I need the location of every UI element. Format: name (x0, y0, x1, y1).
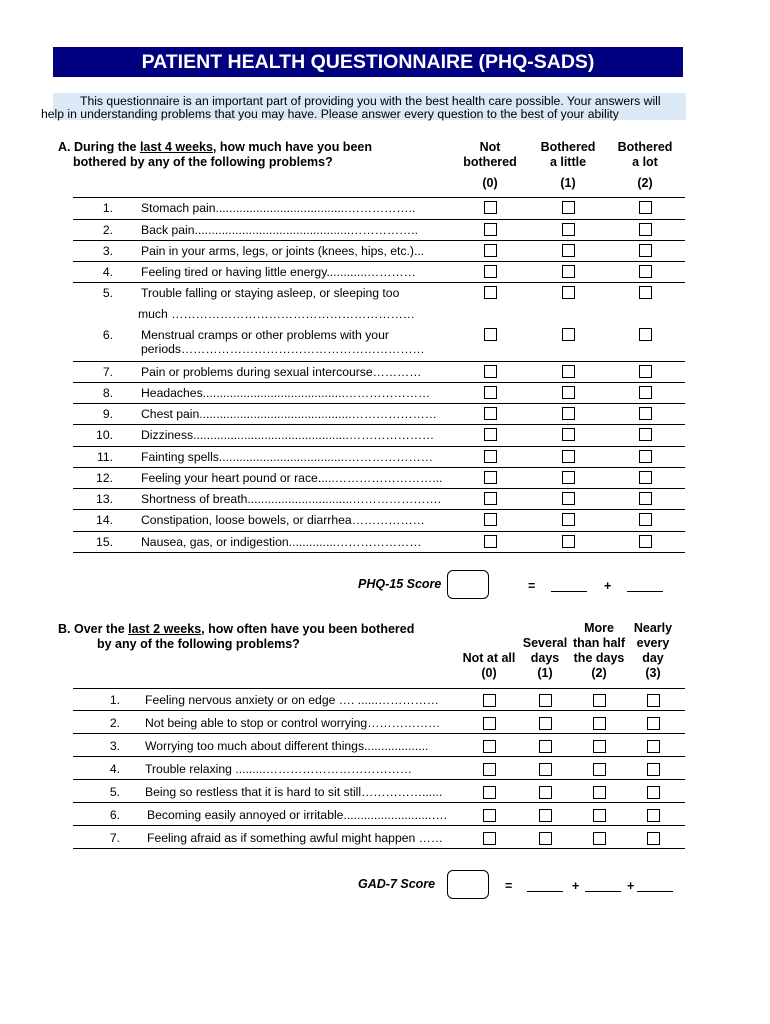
checkbox-option-3[interactable] (647, 694, 660, 707)
gad7-score-label: GAD-7 Score (358, 877, 436, 891)
section-a-col-0-code: (0) (482, 176, 498, 190)
checkbox-option-2[interactable] (639, 386, 652, 399)
section-b-col-3-line3: day (642, 651, 664, 665)
item-number: 13. (96, 492, 113, 506)
phq15-subtotal-1[interactable] (551, 580, 587, 592)
table-row (73, 382, 685, 403)
section-b-col-0-line1: Not at all (462, 651, 516, 665)
phq15-score-plus: + (604, 579, 612, 593)
item-text-continued: much …………………………………………………… (138, 307, 415, 321)
item-text: Menstrual cramps or other problems with your (141, 328, 389, 342)
checkbox-option-2[interactable] (639, 513, 652, 526)
checkbox-option-1[interactable] (562, 492, 575, 505)
checkbox-option-1[interactable] (562, 265, 575, 278)
checkbox-option-1[interactable] (539, 786, 552, 799)
checkbox-option-1[interactable] (539, 717, 552, 730)
item-text: Feeling afraid as if something awful might happen …… (147, 831, 444, 845)
checkbox-option-0[interactable] (484, 428, 497, 441)
checkbox-option-0[interactable] (483, 832, 496, 845)
checkbox-option-2[interactable] (639, 223, 652, 236)
item-text: Dizziness..............................................………………… (141, 428, 435, 442)
checkbox-option-2[interactable] (639, 450, 652, 463)
item-number: 4. (109, 762, 120, 776)
table-row (73, 757, 685, 780)
table-row (73, 240, 685, 261)
checkbox-option-1[interactable] (539, 694, 552, 707)
item-number: 5. (102, 286, 113, 300)
checkbox-option-1[interactable] (562, 471, 575, 484)
item-number: 2. (109, 716, 120, 730)
checkbox-option-2[interactable] (593, 809, 606, 822)
checkbox-option-3[interactable] (647, 809, 660, 822)
item-number: 12. (96, 471, 113, 485)
item-text: Feeling your heart pound or race.....……………………... (141, 471, 443, 485)
item-number: 7. (109, 831, 120, 845)
checkbox-option-2[interactable] (639, 407, 652, 420)
gad7-subtotal-1[interactable] (527, 880, 563, 892)
gad7-score-plus-2: + (627, 879, 635, 893)
table-row (73, 803, 685, 826)
checkbox-option-0[interactable] (484, 492, 497, 505)
section-a-col-1-code: (1) (560, 176, 576, 190)
item-number: 5. (109, 785, 120, 799)
section-b-col-3-line2: every (636, 636, 670, 650)
checkbox-option-0[interactable] (484, 386, 497, 399)
item-text: Worrying too much about different things................... (145, 739, 429, 753)
item-number: 2. (102, 223, 113, 237)
item-number: 14. (96, 513, 113, 527)
checkbox-option-1[interactable] (562, 365, 575, 378)
table-row (73, 531, 685, 552)
page-title: PATIENT HEALTH QUESTIONNAIRE (PHQ-SADS) (53, 47, 683, 77)
checkbox-option-2[interactable] (593, 786, 606, 799)
checkbox-option-2[interactable] (593, 694, 606, 707)
checkbox-option-1[interactable] (562, 244, 575, 257)
checkbox-option-1[interactable] (562, 513, 575, 526)
section-a-col-2-line1: Bothered (617, 140, 673, 154)
section-b-col-2-line2: than half (572, 636, 626, 650)
table-row (73, 324, 685, 361)
checkbox-option-0[interactable] (484, 535, 497, 548)
checkbox-option-0[interactable] (483, 786, 496, 799)
table-row (73, 361, 685, 382)
checkbox-option-0[interactable] (484, 407, 497, 420)
checkbox-option-0[interactable] (484, 328, 497, 341)
table-row (73, 261, 685, 282)
checkbox-option-2[interactable] (639, 428, 652, 441)
table-row (73, 467, 685, 488)
item-text: Trouble relaxing .........……………………………… (145, 762, 413, 776)
checkbox-option-0[interactable] (484, 223, 497, 236)
item-text: Nausea, gas, or indigestion..............………………… (141, 535, 422, 549)
checkbox-option-2[interactable] (593, 717, 606, 730)
section-b-col-2-line3: the days (573, 651, 625, 665)
checkbox-option-1[interactable] (562, 201, 575, 214)
checkbox-option-2[interactable] (593, 763, 606, 776)
item-number: 11. (96, 450, 113, 464)
section-a-col-1-line1: Bothered (540, 140, 596, 154)
table-row (73, 688, 685, 711)
table-row (73, 403, 685, 424)
item-text: Headaches..........................................………………… (141, 386, 431, 400)
checkbox-option-0[interactable] (484, 513, 497, 526)
checkbox-option-0[interactable] (483, 694, 496, 707)
checkbox-option-2[interactable] (593, 832, 606, 845)
item-text: Being so restless that it is hard to sit still……………...... (145, 785, 443, 799)
checkbox-option-1[interactable] (562, 407, 575, 420)
checkbox-option-0[interactable] (484, 365, 497, 378)
section-b-col-1-line1: Several (522, 636, 568, 650)
checkbox-option-1[interactable] (562, 535, 575, 548)
checkbox-option-0[interactable] (484, 201, 497, 214)
gad7-subtotal-3[interactable] (637, 880, 673, 892)
section-b-question-line2: by any of the following problems? (97, 637, 300, 651)
table-row (73, 446, 685, 467)
section-a-col-2-code: (2) (637, 176, 653, 190)
checkbox-option-0[interactable] (484, 286, 497, 299)
checkbox-option-3[interactable] (647, 717, 660, 730)
phq15-score-box[interactable] (447, 570, 489, 599)
section-b-col-3-line1: Nearly (633, 621, 673, 635)
checkbox-option-3[interactable] (647, 763, 660, 776)
item-text: Not being able to stop or control worrying……………… (145, 716, 441, 730)
section-b-col-0-code: (0) (481, 666, 497, 680)
item-number: 1. (102, 201, 113, 215)
item-text-continued: periods…………………………………………………… (141, 342, 425, 356)
table-row (73, 826, 685, 849)
section-b-col-2-code: (2) (591, 666, 607, 680)
item-number: 3. (102, 244, 113, 258)
checkbox-option-1[interactable] (562, 223, 575, 236)
section-b-col-3-code: (3) (645, 666, 661, 680)
item-text: Trouble falling or staying asleep, or sleeping too (141, 286, 400, 300)
item-text: Fainting spells......................................………………… (141, 450, 433, 464)
section-a-col-2-line2: a lot (632, 155, 658, 169)
intro-banner (41, 93, 686, 121)
item-number: 9. (102, 407, 113, 421)
gad7-score-box[interactable] (447, 870, 489, 899)
section-b-col-1-line2: days (530, 651, 560, 665)
phq15-score-label: PHQ-15 Score (358, 577, 442, 591)
checkbox-option-2[interactable] (639, 286, 652, 299)
section-b-col-2-line1: More (584, 621, 614, 635)
table-row (73, 509, 685, 531)
table-row (73, 219, 685, 240)
checkbox-option-2[interactable] (639, 492, 652, 505)
checkbox-option-2[interactable] (639, 244, 652, 257)
section-a-question: A. During the last 4 weeks, how much have you been (58, 140, 372, 154)
checkbox-option-2[interactable] (639, 328, 652, 341)
checkbox-option-1[interactable] (562, 386, 575, 399)
item-text: Back pain..............................................…………….. (141, 223, 418, 237)
table-row (73, 488, 685, 509)
checkbox-option-0[interactable] (483, 717, 496, 730)
table-row (73, 734, 685, 757)
item-number: 10. (96, 428, 113, 442)
checkbox-option-2[interactable] (639, 201, 652, 214)
checkbox-option-1[interactable] (539, 832, 552, 845)
checkbox-option-0[interactable] (483, 763, 496, 776)
table-row (73, 282, 685, 324)
row-divider (73, 552, 685, 553)
checkbox-option-2[interactable] (593, 740, 606, 753)
table-row (73, 424, 685, 446)
checkbox-option-3[interactable] (647, 786, 660, 799)
checkbox-option-0[interactable] (483, 740, 496, 753)
intro-line-1: This questionnaire is an important part of providing you with the best health care possible. Your answers will (80, 94, 661, 108)
checkbox-option-0[interactable] (484, 244, 497, 257)
gad7-score-equals: = (505, 879, 513, 893)
item-text: Becoming easily annoyed or irritable..........................…. (147, 808, 448, 822)
section-a-col-1-line2: a little (549, 155, 587, 169)
checkbox-option-0[interactable] (484, 450, 497, 463)
phq15-score-equals: = (528, 579, 536, 593)
item-number: 6. (109, 808, 120, 822)
section-b-col-1-code: (1) (537, 666, 553, 680)
item-number: 4. (102, 265, 113, 279)
checkbox-option-2[interactable] (639, 265, 652, 278)
checkbox-option-2[interactable] (639, 365, 652, 378)
checkbox-option-1[interactable] (562, 428, 575, 441)
intro-line-2: help in understanding problems that you may have. Please answer every question to the best of your ability (41, 107, 619, 121)
checkbox-option-3[interactable] (647, 740, 660, 753)
gad7-subtotal-2[interactable] (585, 880, 621, 892)
section-b-question: B. Over the last 2 weeks, how often have you been bothered (58, 622, 415, 636)
item-number: 7. (102, 365, 113, 379)
checkbox-option-0[interactable] (484, 471, 497, 484)
section-a-col-0-line2: bothered (463, 155, 517, 169)
item-number: 3. (109, 739, 120, 753)
item-text: Stomach pain.......................................…………….. (141, 201, 416, 215)
section-a-col-0-line1: Not (479, 140, 501, 154)
checkbox-option-3[interactable] (647, 832, 660, 845)
gad7-score-plus-1: + (572, 879, 580, 893)
checkbox-option-1[interactable] (562, 450, 575, 463)
item-text: Feeling nervous anxiety or on edge …. ......…………… (145, 693, 439, 707)
checkbox-option-2[interactable] (639, 535, 652, 548)
row-divider (73, 848, 685, 849)
checkbox-option-1[interactable] (539, 809, 552, 822)
item-text: Chest pain.............................................………………… (141, 407, 437, 421)
checkbox-option-1[interactable] (562, 286, 575, 299)
item-number: 1. (109, 693, 120, 707)
phq15-subtotal-2[interactable] (627, 580, 663, 592)
item-number: 8. (102, 386, 113, 400)
item-text: Pain in your arms, legs, or joints (knees, hips, etc.)... (141, 244, 425, 258)
checkbox-option-1[interactable] (539, 740, 552, 753)
item-number: 6. (102, 328, 113, 342)
item-text: Constipation, loose bowels, or diarrhea……………… (141, 513, 425, 527)
table-row (73, 780, 685, 803)
item-text: Shortness of breath...............................…………………. (141, 492, 442, 506)
checkbox-option-0[interactable] (484, 265, 497, 278)
section-a-question-line2: bothered by any of the following problems? (73, 155, 333, 169)
table-row (73, 711, 685, 734)
checkbox-option-2[interactable] (639, 471, 652, 484)
checkbox-option-1[interactable] (562, 328, 575, 341)
item-number: 15. (96, 535, 113, 549)
item-text: Pain or problems during sexual intercourse………… (141, 365, 422, 379)
item-text: Feeling tired or having little energy............………… (141, 265, 416, 279)
checkbox-option-0[interactable] (483, 809, 496, 822)
checkbox-option-1[interactable] (539, 763, 552, 776)
table-row (73, 197, 685, 219)
